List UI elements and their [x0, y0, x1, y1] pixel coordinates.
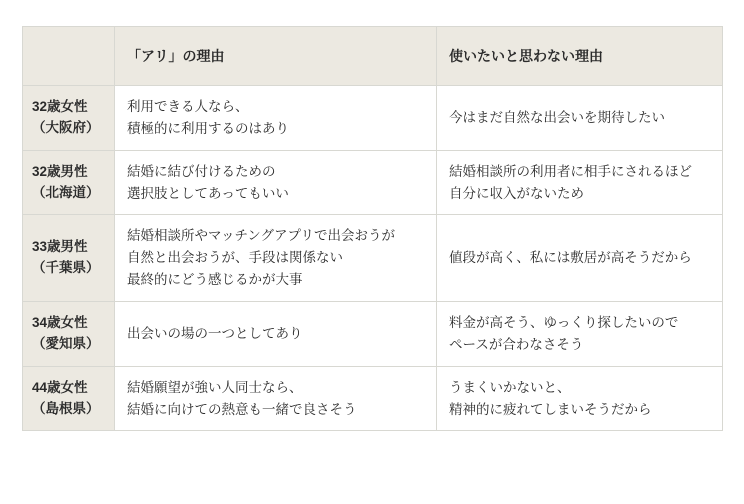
cell-text-line: 利用できる人なら、 — [127, 99, 249, 114]
row-label-respondent-3 — [23, 215, 115, 302]
table-row — [23, 150, 723, 215]
cell-text-line: 料金が高そう、ゆっくり探したいので — [449, 315, 679, 331]
cell-con-2 — [437, 150, 723, 215]
cell-pro-2 — [115, 150, 437, 215]
cell-text-line: 選択肢としてあってもいい — [127, 185, 289, 201]
row-label-age-gender: 33歳男性 — [32, 239, 88, 255]
cell-text-line: 積極的に利用するのはあり — [127, 120, 289, 136]
cell-text-line: 結婚に結び付けるための — [127, 163, 276, 179]
column-header-blank — [23, 27, 115, 86]
row-label-age-gender: 34歳女性 — [32, 314, 88, 330]
column-header-pro: 「アリ」の理由 — [115, 27, 437, 86]
row-label-prefecture: （大阪府） — [32, 119, 100, 135]
table-row — [23, 302, 723, 367]
table-row — [23, 86, 723, 151]
table-header — [23, 27, 723, 86]
table-row — [23, 366, 723, 431]
cell-text-line: 出会いの場の一つとしてあり — [127, 325, 303, 341]
cell-text-line: 結婚相談所やマッチングアプリで出会おうが — [127, 228, 395, 244]
row-label-respondent-5 — [23, 366, 115, 431]
header-row — [23, 27, 723, 86]
cell-text-line: 結婚に向けての熱意も一緒で良さそう — [127, 401, 357, 417]
row-label-respondent-4 — [23, 302, 115, 367]
row-label-respondent-2 — [23, 150, 115, 215]
cell-text-line: 精神的に疲れてしまいそうだから — [449, 401, 652, 417]
cell-con-3 — [437, 215, 723, 302]
cell-text-line: 値段が高く、私には敷居が高そうだから — [449, 250, 692, 266]
row-label-age-gender: 32歳男性 — [32, 163, 88, 179]
cell-text-line: 自分に収入がないため — [449, 185, 584, 201]
table-row — [23, 215, 723, 302]
row-label-prefecture: （北海道） — [32, 184, 100, 200]
cell-pro-5 — [115, 366, 437, 431]
cell-text-line: 最終的にどう感じるかが大事 — [127, 272, 303, 288]
cell-text-line: ペースが合わなさそう — [449, 336, 584, 352]
survey-table — [22, 26, 723, 431]
cell-pro-4 — [115, 302, 437, 367]
cell-text-line: 自然と出会おうが、手段は関係ない — [127, 250, 343, 266]
cell-pro-3 — [115, 215, 437, 302]
row-label-respondent-1 — [23, 86, 115, 151]
cell-con-5 — [437, 366, 723, 431]
cell-text-line: 今はまだ自然な出会いを期待したい — [449, 109, 665, 125]
row-label-prefecture: （愛知県） — [32, 335, 100, 351]
row-label-prefecture: （千葉県） — [32, 260, 100, 276]
cell-con-4 — [437, 302, 723, 367]
row-label-age-gender: 32歳女性 — [32, 98, 88, 114]
row-label-prefecture: （島根県） — [32, 400, 100, 416]
cell-text-line: うまくいかないと、 — [449, 379, 571, 395]
cell-text-line: 結婚相談所の利用者に相手にされるほど — [449, 163, 692, 179]
row-label-age-gender: 44歳女性 — [32, 379, 88, 395]
table-body — [23, 86, 723, 431]
column-header-con: 使いたいと思わない理由 — [437, 27, 723, 86]
cell-text-line: 結婚願望が強い人同士なら、 — [127, 379, 303, 395]
cell-con-1 — [437, 86, 723, 151]
cell-pro-1 — [115, 86, 437, 151]
